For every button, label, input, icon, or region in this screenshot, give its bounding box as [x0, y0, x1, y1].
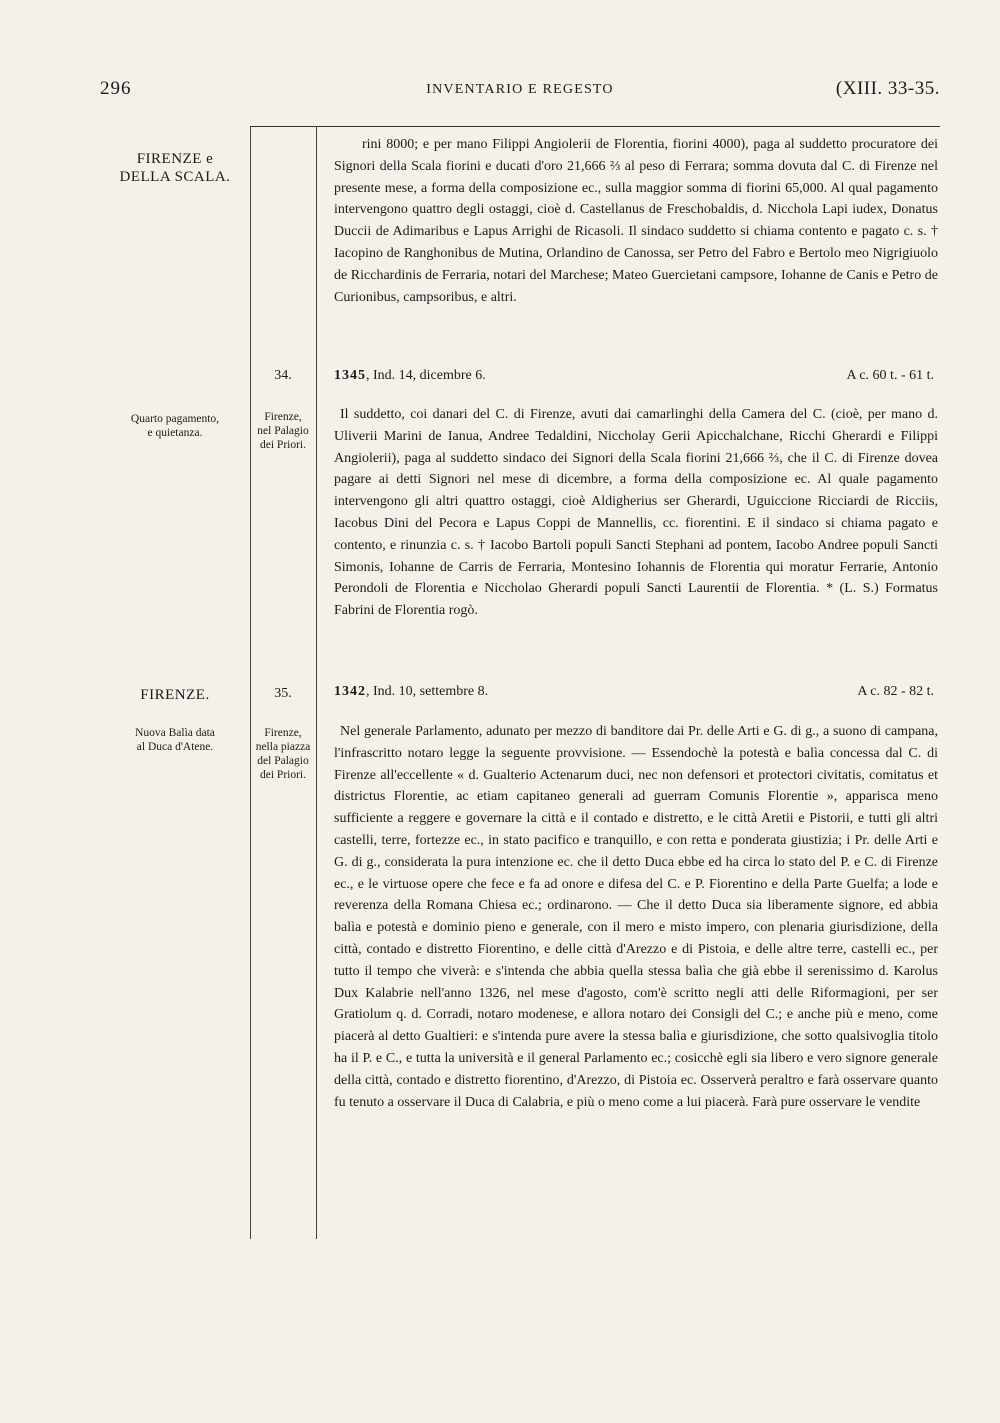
- entry-paragraph: Il suddetto, coi danari del C. di Firenze, avuti dai camarlinghi della Camera del C. (cioè, per mano d. Uliverii Marini de Ianua, Andree Tedaldini, Niccholay Gerii Apicchalchane, Ricchi Gherardi e Filippi Angiolerii), paga al suddetto sindaco dei Signori della Scala fiorini 21,666 ⅔, che il C. di Firenze dovea pagare ai detti Signori nel mese di dicembre, a forma della composizione ec. Al quale pagamento intervengono gli altri quattro ostaggi, cioè Aldigherius ser Gherardi, Uguiccione Ricciardi de Ricciis, Iacobus Dini del Pecora e Lapus Coppi de Mannellis, cc. fiorentini. E il sindaco si chiama pagato e contento, e rinunzia c. s. † Iacobo Bartoli populi Sancti Stephani ad pontem, Iacobo Andree populi Sancti Simonis, Iohanne de Carris de Ferraria, Montesino Iohannis de Florentia qui moratur Ferrarie, Antonio Perondoli de Florentia e Niccholao Gherardi populi Sancti Laurentii de Florentia. * (L. S.) Formatus Fabrini de Florentia rogò.: [334, 407, 938, 619]
- marginal-note: Nuova Balìa data al Duca d'Atene.: [135, 727, 215, 753]
- column-divider-right: [316, 126, 317, 1239]
- page-number: 296: [100, 78, 132, 99]
- entry-number: 35.: [274, 686, 292, 701]
- section-reference: (XIII. 33-35.: [835, 78, 940, 99]
- entry-number: 34.: [274, 368, 292, 383]
- entry-year: 1342: [334, 684, 366, 699]
- entry-text: [334, 134, 938, 352]
- place-note: Firenze, nel Palagio dei Priori.: [257, 411, 309, 451]
- entry-paragraph: rini 8000; e per mano Filippi Angiolerii de Florentia, fiorini 4000), paga al suddetto procuratore dei Signori della Scala fiorini e ducati d'oro 21,666 ⅔ al peso di Ferrara; somma dovuta dal C. di Firenze nel presente mese, a forma della composizione ec., sulla maggior somma di fiorini 65,000. Al qual pagamento intervengono quattro degli ostaggi, cioè d. Castellanus de Freschobaldis, d. Nicchola Lapi iudex, Donatus Duccii de Adimaribus e Lapus Arrighi de Ricasoli. Il sindaco suddetto si chiama contento e pagato c. s. † Iacopino de Ranghonibus de Mutina, Orlandino de Canossa, ser Petro del Fabro e Bertolo meo Nigrigiuolo de Ricchardinis de Ferraria, notari del Marchese; Mateo Guercietani campsore, Iohanne de Canis e Petro de Curionibus, campsoribus, e altri.: [334, 137, 938, 305]
- entry-text: [334, 404, 938, 668]
- entry-date: , Ind. 14, dicembre 6.: [366, 368, 486, 383]
- place-heading: FIRENZE e DELLA SCALA.: [119, 151, 231, 185]
- marginal-note: Quarto pagamento, e quietanza.: [130, 413, 220, 439]
- folio-reference: A c. 60 t. - 61 t.: [846, 368, 934, 383]
- entry-text: [334, 721, 938, 1261]
- folio-reference: A c. 82 - 82 t.: [857, 684, 934, 699]
- column-divider-left: [250, 126, 251, 1239]
- date-line: [334, 684, 938, 700]
- entry-paragraph: Nel generale Parlamento, adunato per mezzo di banditore dai Pr. delle Arti e G. di g., a suono di campana, l'infrascritto notaro legge la seguente provvisione. — Essendochè la potestà e balìa concessa dal C. di Firenze all'eccellente « d. Gualterio Actenarum duci, nec non defensori et protectori civitatis, comitatus et districtus Florentie, ac etiam capitaneo generali ad guerram Comunis Florentie », apparisca meno sufficiente a reggere e governare la città e il contado e distretto, e le città Aretii e Pistorii, e tutti gli altri castelli, terre, fortezze ec., in stato pacifico e tranquillo, e con retta e ponderata giustizia; i Pr. delle Arti e G. di g., considerata la pura intenzione ec. che il detto Duca ebbe ed ha circa lo stato del P. e C. di Firenze ec., e le virtuose opere che fece e fa ad onore e difesa del C. e P. Fiorentino e della Parte Guelfa; a lode e reverenza della Romana Chiesa ec.; ordinarono. — Che il detto Duca sia liberamente signore, ed abbia balìa e potestà e dominio pieno e generale, con il mero e misto impero, con plenaria giurisdizione, della città, contado e distretto Fiorentino, e delle città d'Arezzo e di Pistoia, e delle altre terre, castelli ec., per tutto il tempo che viverà: e s'intenda che abbia quella stessa balìa che già ebbe il serenissimo d. Karolus Dux Kalabrie nell'anno 1326, nel mese d'agosto, com'è scritto negli atti delle Riformagioni, per ser Gratiolum q. d. Corradi, notaro modenese, e allora notaro dei Consigli del C.; e anche più e meno, come piacerà al detto Gualtieri: e s'intenda pure avere la stessa balìa e giurisdizione, che sotto qualsivoglia titolo ha il P. e C., e tutta la università e il general Parlamento ec.; cosicchè egli sia libero e vero signore generale della città, contado e distretto fiorentino, d'Arezzo, di Pistoia ec. Osserverà peraltro e farà osservare quanto fu tenuto a osservare il Duca di Calabria, e più o meno come a lui piacerà. Farà pure osservare le vendite: [334, 724, 938, 1110]
- entry-date: , Ind. 10, settembre 8.: [366, 684, 489, 699]
- place-note: Firenze, nella piazza del Palagio dei Priori.: [255, 727, 311, 781]
- running-header: [100, 78, 940, 108]
- date-line: [334, 368, 938, 384]
- place-heading: FIRENZE.: [140, 687, 210, 703]
- header-rule: [250, 126, 940, 127]
- running-title: INVENTARIO E REGESTO: [426, 82, 614, 97]
- entry-year: 1345: [334, 368, 366, 383]
